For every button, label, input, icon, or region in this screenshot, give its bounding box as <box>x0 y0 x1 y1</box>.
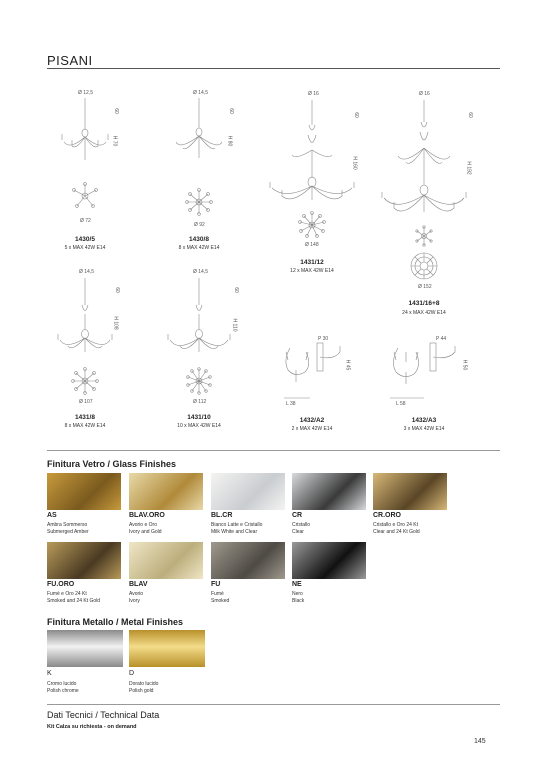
dim-h2-1431-10: H 110 <box>231 318 238 332</box>
dim-top-1431-10: Ø 14,5 <box>193 269 209 275</box>
glass-name-en: Clear <box>292 529 304 535</box>
glass-code: BL.CR <box>211 512 233 519</box>
glass-section-rule <box>47 450 500 451</box>
dim-h-1432-A2: H 45 <box>344 359 351 371</box>
glass-name-en: Submerged Amber <box>47 529 89 535</box>
glass-code: AS <box>47 512 57 519</box>
product-code: 1430/8 <box>189 236 209 243</box>
dim-h2-1431-12: H 160 <box>351 156 358 170</box>
drawing-1430-8 <box>176 98 222 215</box>
glass-code: CR <box>292 512 303 519</box>
product-spec: 2 x MAX 42W E14 <box>291 426 333 432</box>
dim-h2-1430-8: H 80 <box>226 135 233 147</box>
glass-name-en: Ivory <box>129 598 140 604</box>
glass-code: BLAV <box>129 581 148 588</box>
product-spec: 3 x MAX 42W E14 <box>403 426 445 432</box>
product-code: 1430/5 <box>75 236 95 243</box>
glass-swatch <box>292 542 366 579</box>
glass-finishes-title: Finitura Vetro / Glass Finishes <box>47 459 177 469</box>
glass-name-it: Fumè <box>211 591 224 597</box>
glass-name-it: Fumè e Oro 24 Kt <box>47 591 87 597</box>
metal-name-it: Cromo lucido <box>47 681 77 687</box>
glass-code: FU.ORO <box>47 581 75 588</box>
dim-l-1432-A3: L 58 <box>396 401 406 407</box>
product-spec: 8 x MAX 42W E14 <box>64 423 106 429</box>
glass-name-en: Milk White and Clear <box>211 529 258 535</box>
dim-top-1431-8: Ø 14,5 <box>79 269 95 275</box>
drawing-1431-12 <box>270 100 354 237</box>
glass-name-it: Avorio e Oro <box>129 522 157 528</box>
dim-base-1431-16-8: Ø 152 <box>418 284 432 290</box>
metal-name-it: Dorato lucido <box>129 681 159 687</box>
product-spec: 10 x MAX 42W E14 <box>177 423 221 429</box>
glass-swatch <box>129 473 203 510</box>
drawing-1431-16-8 <box>382 100 466 279</box>
glass-name-it: Bianco Latte e Cristallo <box>211 522 263 528</box>
dim-h1-1431-10: 60 <box>232 287 239 293</box>
glass-name-en: Black <box>292 598 305 604</box>
glass-name-it: Nero <box>292 591 303 597</box>
dim-h2-1430-5: H 70 <box>111 135 118 147</box>
drawing-1431-8 <box>58 278 112 394</box>
glass-swatch <box>211 473 285 510</box>
page-title: PISANI <box>47 53 93 68</box>
glass-name-en: Clear and 24 Kt Gold <box>373 529 420 535</box>
product-code: 1432/A2 <box>299 417 325 424</box>
dim-top-1431-12: Ø 16 <box>308 91 319 97</box>
dim-l-1432-A2: L 38 <box>286 401 296 407</box>
product-code: 1431/12 <box>300 259 324 266</box>
glass-swatch <box>47 542 121 579</box>
product-spec: 12 x MAX 42W E14 <box>290 268 334 274</box>
metal-name-en: Polish gold <box>129 688 154 694</box>
product-spec: 5 x MAX 42W E14 <box>64 245 106 251</box>
glass-swatch <box>47 473 121 510</box>
dim-base-1430-5: Ø 72 <box>80 218 91 224</box>
glass-name-en: Ivory and Gold <box>129 529 162 535</box>
metal-swatch <box>47 630 123 667</box>
product-code: 1431/8 <box>75 414 95 421</box>
drawing-1430-5 <box>62 98 108 207</box>
glass-name-it: Ambra Sommerso <box>47 522 88 528</box>
dim-h1-1431-8: 60 <box>113 287 120 293</box>
technical-data-note: Kit Calza su richiesta - on demand <box>47 724 137 730</box>
tech-section-rule <box>47 704 500 705</box>
dim-h1-1431-12: 60 <box>352 112 359 118</box>
dim-h2-1431-16-8: H 192 <box>465 161 472 175</box>
metal-code: D <box>129 670 135 677</box>
dim-h1-1431-16-8: 60 <box>466 112 473 118</box>
dim-top-1431-16-8: Ø 16 <box>419 91 430 97</box>
glass-swatch <box>292 473 366 510</box>
dim-base-1431-8: Ø 107 <box>79 399 93 405</box>
technical-data-title: Dati Tecnici / Technical Data <box>47 710 160 720</box>
glass-name-en: Smoked and 24 Kt Gold <box>47 598 101 604</box>
glass-swatch <box>373 473 447 510</box>
glass-code: NE <box>292 581 302 588</box>
product-code: 1431/10 <box>187 414 211 421</box>
dim-p-1432-A2: P 30 <box>318 336 329 342</box>
page-number: 145 <box>474 738 486 745</box>
glass-name-en: Smoked <box>211 598 230 604</box>
dim-h1-1430-5: 60 <box>112 108 119 114</box>
product-code: 1431/16+8 <box>408 300 440 307</box>
glass-code: CR.ORO <box>373 512 401 519</box>
metal-swatch <box>129 630 205 667</box>
dim-p-1432-A3: P 44 <box>436 336 447 342</box>
dim-base-1431-12: Ø 148 <box>305 242 319 248</box>
metal-code: K <box>47 670 52 677</box>
dim-base-1431-10: Ø 112 <box>193 399 207 405</box>
dim-h2-1431-8: H 108 <box>112 316 119 330</box>
glass-name-it: Avorio <box>129 591 144 597</box>
product-code: 1432/A3 <box>411 417 437 424</box>
glass-code: FU <box>211 581 221 588</box>
dim-h-1432-A3: H 50 <box>461 359 468 371</box>
glass-name-it: Cristallo e Oro 24 Kt <box>373 522 419 528</box>
glass-swatch <box>211 542 285 579</box>
drawing-1432-A3 <box>390 343 455 398</box>
product-spec: 24 x MAX 42W E14 <box>402 310 446 316</box>
glass-code: BLAV.ORO <box>129 512 165 519</box>
metal-name-en: Polish chrome <box>47 688 79 694</box>
glass-swatch <box>129 542 203 579</box>
product-spec: 8 x MAX 42W E14 <box>178 245 220 251</box>
dim-top-1430-8: Ø 14,5 <box>193 90 209 96</box>
glass-name-it: Cristallo <box>292 522 311 528</box>
dim-top-1430-5: Ø 12,5 <box>78 90 94 96</box>
dim-h1-1430-8: 60 <box>227 108 234 114</box>
drawing-1432-A2 <box>284 343 340 398</box>
metal-finishes-title: Finitura Metallo / Metal Finishes <box>47 617 184 627</box>
dim-base-1430-8: Ø 92 <box>194 222 205 228</box>
drawing-1431-10 <box>168 278 230 394</box>
